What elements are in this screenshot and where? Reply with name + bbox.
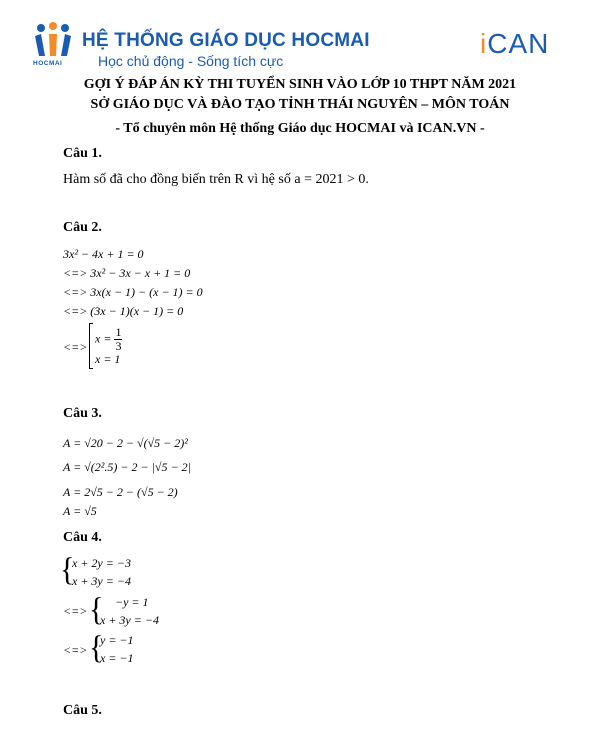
q4-system-3-eq-1: y = −1 xyxy=(100,633,134,647)
q4-brace-2: { xyxy=(89,591,104,628)
q2-bracket xyxy=(89,323,93,369)
hocmai-logo-icon xyxy=(33,22,73,64)
q4-brace-3: { xyxy=(89,629,104,666)
q4-system-1-eq-1: x + 2y = −3 xyxy=(72,556,131,570)
q4-system-3-eq-2: x = −1 xyxy=(100,651,134,665)
q4-system-3-prefix: <=> xyxy=(63,643,88,657)
brand-title: HỆ THỐNG GIÁO DỤC HOCMAI xyxy=(82,30,370,51)
question-3-label: Câu 3. xyxy=(63,406,102,421)
q2-root-2: x = 1 xyxy=(95,352,121,366)
q3-line-1: A = √20 − 2 − √(√5 − 2)² xyxy=(63,436,188,450)
question-1-label: Câu 1. xyxy=(63,146,102,161)
hocmai-small-text: HOCMAI xyxy=(33,60,63,67)
exam-author-line: - Tổ chuyên môn Hệ thống Giáo dục HOCMAI và ICAN.VN - xyxy=(115,121,485,136)
q2-root-1-fraction xyxy=(114,326,122,353)
q2-root-1-lhs: x = xyxy=(95,331,112,346)
q3-line-4: A = √5 xyxy=(63,504,97,518)
q4-system-2-eq-1: −y = 1 xyxy=(115,595,149,609)
q2-line-5-prefix: <=> xyxy=(63,340,88,354)
brand-slogan: Học chủ động - Sống tích cực xyxy=(98,53,284,69)
question-1-answer: Hàm số đã cho đồng biến trên R vì hệ số a = 2021 > 0. xyxy=(63,172,369,187)
exam-title: GỢI Ý ĐÁP ÁN KỲ THI TUYỂN SINH VÀO LỚP 10 THPT NĂM 2021 xyxy=(83,77,517,92)
ican-logo: iCAN xyxy=(480,28,550,59)
q4-system-1-eq-2: x + 3y = −4 xyxy=(72,574,131,588)
question-4-label: Câu 4. xyxy=(63,530,102,545)
q2-root-1 xyxy=(95,326,122,353)
q3-line-3: A = 2√5 − 2 − (√5 − 2) xyxy=(63,485,178,499)
q2-line-3: <=> 3x(x − 1) − (x − 1) = 0 xyxy=(63,285,203,299)
q2-root-1-denominator: 3 xyxy=(115,339,122,353)
ican-logo-text: CAN xyxy=(487,28,550,59)
q4-system-2-eq-2: x + 3y = −4 xyxy=(100,613,159,627)
q2-line-2: <=> 3x² − 3x − x + 1 = 0 xyxy=(63,266,191,280)
question-2-label: Câu 2. xyxy=(63,220,102,235)
q2-line-4: <=> (3x − 1)(x − 1) = 0 xyxy=(63,304,184,318)
q2-root-1-numerator: 1 xyxy=(115,325,122,339)
q4-system-2-prefix: <=> xyxy=(63,604,88,618)
question-5-label: Câu 5. xyxy=(63,703,102,718)
q2-line-1: 3x² − 4x + 1 = 0 xyxy=(63,247,144,261)
q3-line-2: A = √(2².5) − 2 − |√5 − 2| xyxy=(63,460,191,474)
q4-brace-1: { xyxy=(60,551,75,588)
exam-subtitle: SỞ GIÁO DỤC VÀ ĐÀO TẠO TỈNH THÁI NGUYÊN – MÔN TOÁN xyxy=(90,97,510,112)
